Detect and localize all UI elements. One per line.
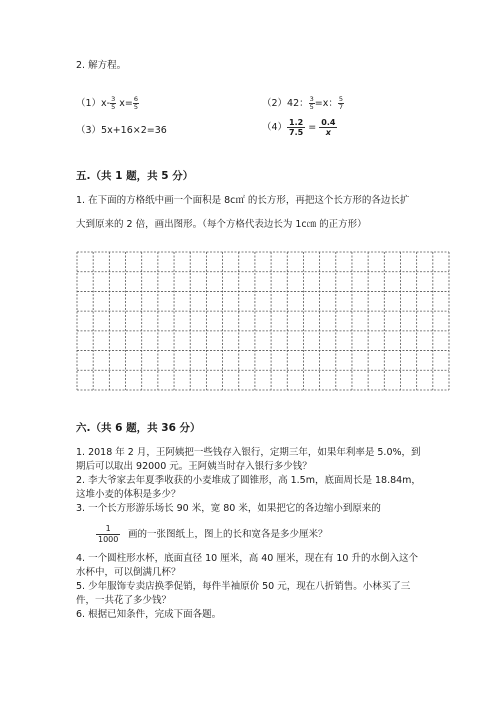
fraction: $\frac{6}{5}$ xyxy=(133,95,139,111)
question-text: 期后可以取出 92000 元。王阿姨当时存入银行多少钱？ xyxy=(76,461,312,472)
equation-1-mid: x= xyxy=(119,98,133,109)
question-text: 这堆小麦的体积是多少？ xyxy=(76,489,181,500)
question-text: 画的一张图纸上，图上的长和宽各是多少厘米？ xyxy=(128,529,328,540)
fraction: $\frac{0.4}{x}$ xyxy=(321,118,336,137)
question-text: 2. 李大爷家去年夏季收获的小麦堆成了圆锥形，高 1.5m，底面周长是 18.84m， xyxy=(76,475,421,486)
question-text: 1. 在下面的方格纸中画一个面积是 8c㎡ 的长方形，再把这个长方形的各边长扩 xyxy=(76,195,410,206)
equation-2-mid: =x： xyxy=(314,98,338,109)
question-heading: 2. 解方程。 xyxy=(76,60,127,71)
equation-4-mid: = xyxy=(308,122,317,133)
question-text: 大到原来的 2 倍，画出图形。（每个方格代表边长为 1c㎝ 的正方形） xyxy=(76,219,367,230)
question-text: 4. 一个圆柱形水杯，底面直径 10 厘米，高 40 厘米，现在有 10 升的水倒入这个 xyxy=(76,553,418,564)
equation-1 xyxy=(76,96,139,111)
question-text: 1. 2018 年 2 月，王阿姨把一些钱存入银行，定期三年，如果年利率是 5.0%，到 xyxy=(76,447,421,458)
fraction: $\frac{1}{1000}$ xyxy=(98,524,119,544)
question-text: 件，一共花了多少钱？ xyxy=(76,595,172,606)
square-grid xyxy=(76,251,450,391)
equation-3: （3）5x+16×2=36 xyxy=(76,125,167,136)
fraction: $\frac{3}{5}$ xyxy=(111,95,116,111)
fraction: $\frac{5}{7}$ xyxy=(338,95,344,111)
equation-4 xyxy=(262,118,337,137)
question-text: 5. 少年服饰专卖店换季促销，每件半袖原价 50 元，现在八折销售。小林买了三 xyxy=(76,581,411,592)
fraction: $\frac{1.2}{7.5}$ xyxy=(289,118,304,137)
question-text: 6. 根据已知条件，完成下面各题。 xyxy=(76,609,222,620)
section-title: 五.（共 1 题，共 5 分） xyxy=(76,170,194,182)
equation-2-prefix: （2）42： xyxy=(262,98,309,109)
section-title: 六.（共 6 题，共 36 分） xyxy=(76,422,201,434)
equation-2 xyxy=(262,96,344,111)
question-text: 3. 一个长方形游乐场长 90 米，宽 80 米，如果把它的各边缩小到原来的 xyxy=(76,503,381,514)
fraction: $\frac{3}{5}$ xyxy=(309,95,314,111)
equation-4-prefix: （4） xyxy=(262,122,288,133)
question-text: 水杯中，可以倒满几杯？ xyxy=(76,567,181,578)
equation-1-prefix: （1）x- xyxy=(76,98,111,109)
